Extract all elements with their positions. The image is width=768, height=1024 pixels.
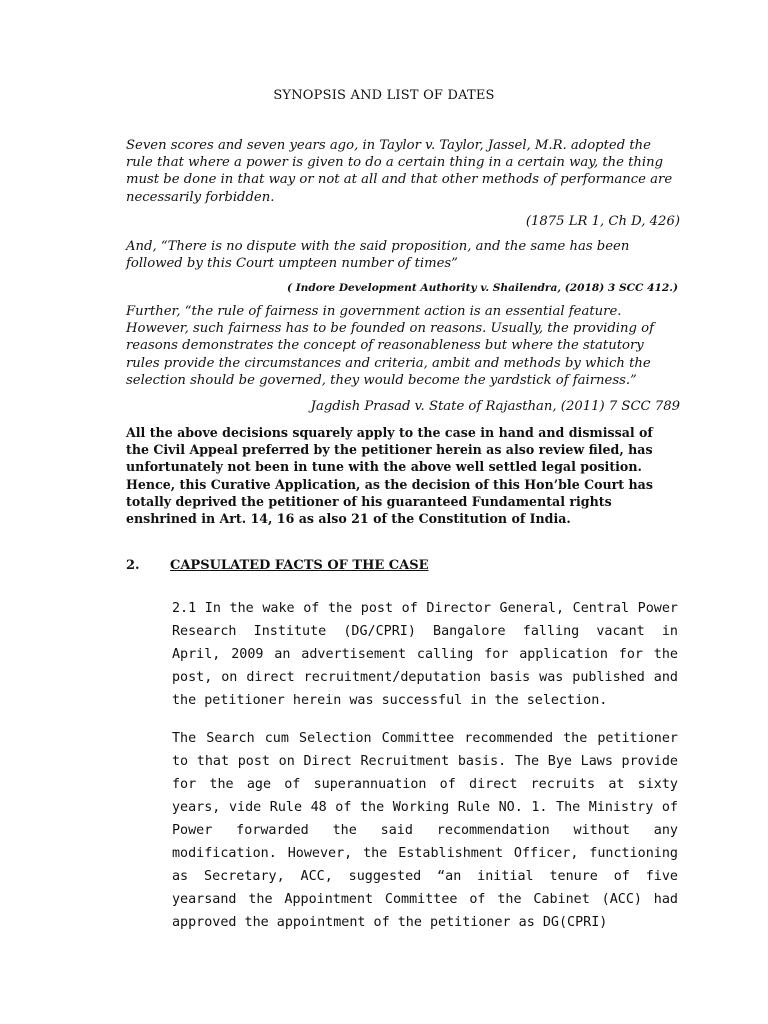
quote-indore: And, “There is no dispute with the said proposition, and the same has been followed by this Court umpteen number of times” (126, 239, 630, 272)
quote-taylor: Seven scores and seven years ago, in Taylor v. Taylor, Jassel, M.R. adopted the rule that where a power is given to do a certain thing in a certain way, the thing must be done in that way or not at all and that other methods of performance are necessarily forbidden. (126, 138, 673, 205)
citation-taylor: (1875 LR 1, Ch D, 426) (525, 214, 680, 229)
paragraph-2-1: 2.1 In the wake of the post of Director General, Central Power Research Institute (DG/CPRI) Bangalore falling vacant in April, 2009 an advertisement calling for application for the post, on direct recruitment/deputation basis was published and the petitioner herein was successful in the selection. (172, 601, 678, 708)
section-heading (126, 558, 686, 573)
citation-jagdish: Jagdish Prasad v. State of Rajasthan, (2011) 7 SCC 789 (310, 399, 680, 414)
page-title: SYNOPSIS AND LIST OF DATES (273, 88, 495, 103)
summary-paragraph: All the above decisions squarely apply to the case in hand and dismissal of the Civil Appeal preferred by the petitioner herein as also review filed, has unfortunately not been in tune with the above well settled legal position. Hence, this Curative Application, as the decision of this Hon’ble Court has totally deprived the petitioner of his guaranteed Fundamental rights enshrined in Art. 14, 16 as also 21 of the Constitution of India. (126, 425, 653, 527)
section-number: 2. (126, 558, 140, 573)
paragraph-selection-committee: The Search cum Selection Committee recommended the petitioner to that post on Direct Recruitment basis. The Bye Laws provide for the age of superannuation of direct recruits at sixty years, vide Rule 48 of the Working Rule NO. 1. The Ministry of Power forwarded the said recommendation without any modification. However, the Establishment Officer, functioning as Secretary, ACC, suggested “an initial tenure of five yearsand the Appointment Committee of the Cabinet (ACC) had approved the appointment of the petitioner as DG(CPRI) (172, 731, 678, 930)
citation-indore: ( Indore Development Authority v. Shailendra, (2018) 3 SCC 412.) (287, 282, 678, 294)
section-title: CAPSULATED FACTS OF THE CASE (170, 558, 429, 573)
quote-jagdish: Further, “the rule of fairness in government action is an essential feature. However, such fairness has to be founded on reasons. Usually, the providing of reasons demonstrates the concept of reasonableness but where the statutory rules provide the circumstances and criteria, ambit and methods by which the selection should be governed, they would become the yardstick of fairness.” (126, 304, 654, 388)
